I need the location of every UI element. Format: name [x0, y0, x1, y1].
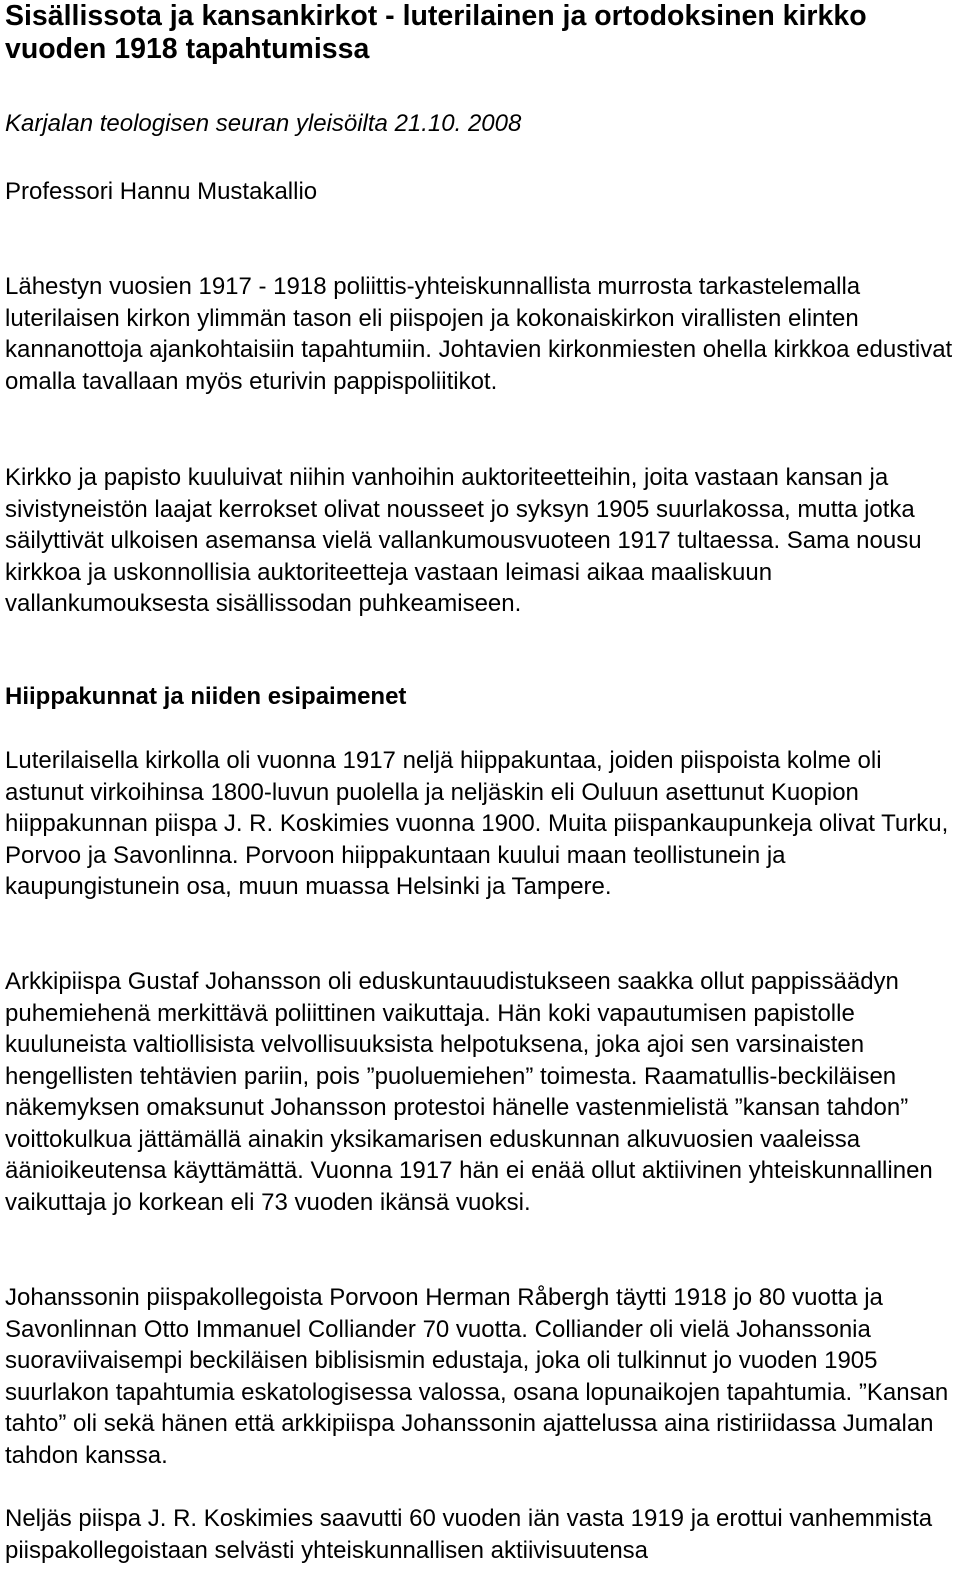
document-title: Sisällissota ja kansankirkot - luterilainen ja ortodoksinen kirkko vuoden 1918 tapahtumissa [5, 0, 867, 65]
document-subtitle: Karjalan teologisen seuran yleisöilta 21.10. 2008 [5, 110, 522, 137]
section-heading: Hiippakunnat ja niiden esipaimenet [5, 683, 407, 710]
paragraph-section-3: Johanssonin piispakollegoista Porvoon Herman Råbergh täytti 1918 jo 80 vuotta ja Savonlinnan Otto Immanuel Colliander 70 vuotta. Colliander oli vielä Johanssonia suoraviivaisempi beckiläisen biblisismin edustaja, joka oli tulkinnut jo vuoden 1905 suurlakon tapahtumia eskatologisessa valossa, osana lopunaikojen tapahtumia. ”Kansan tahto” oli sekä hänen että arkkipiispa Johanssonin ajattelussa aina ristiriidassa Jumalan tahdon kanssa. [5, 1284, 949, 1469]
document-page [5, 0, 955, 1564]
paragraph-section-2: Arkkipiispa Gustaf Johansson oli eduskuntauudistukseen saakka ollut pappissäädyn puhemiehenä merkittävä poliittinen vaikuttaja. Hän koki vapautumisen papistolle kuuluneista valtiollisista velvollisuuksista helpotuksena, joka ajoi sen varsinaisten hengellisten tehtävien pariin, pois ”puoluemiehen” toimesta. Raamatullis-beckiläisen näkemyksen omaksunut Johansson protestoi hänelle vastenmielistä ”kansan tahdon” voittokulkua jättämällä ainakin yksikamarisen eduskunnan alkuvuosien vaaleissa äänioikeutensa käyttämättä. Vuonna 1917 hän ei enää ollut aktiivinen yhteiskunnallinen vaikuttaja jo korkean eli 73 vuoden ikänsä vuoksi. [5, 968, 933, 1216]
paragraph-section-4: Neljäs piispa J. R. Koskimies saavutti 60 vuoden iän vasta 1919 ja erottui vanhemmista piispakollegoistaan selvästi yhteiskunnallisen aktiivisuutensa [5, 1505, 933, 1564]
paragraph-section-1: Luterilaisella kirkolla oli vuonna 1917 neljä hiippakuntaa, joiden piispoista kolme oli astunut virkoihinsa 1800-luvun puolella ja neljäskin eli Ouluun asettunut Kuopion hiippakunnan piispa J. R. Koskimies vuonna 1900. Muita piispankaupunkeja olivat Turku, Porvoo ja Savonlinna. Porvoon hiippakuntaan kuului maan teollistunein ja kaupungistunein osa, muun muassa Helsinki ja Tampere. [5, 747, 949, 900]
paragraph-intro-2: Kirkko ja papisto kuuluivat niihin vanhoihin auktoriteetteihin, joita vastaan kansan ja sivistyneistön laajat kerrokset olivat nousseet jo syksyn 1905 suurlakossa, mutta jotka säilyttivät ulkoisen asemansa vielä vallankumousvuoteen 1917 tultaessa. Sama nousu kirkkoa ja uskonnollisia auktoriteetteja vastaan leimasi aikaa maaliskuun vallankumouksesta sisällissodan puhkeamiseen. [5, 464, 922, 617]
document-author: Professori Hannu Mustakallio [5, 178, 318, 205]
paragraph-intro-1: Lähestyn vuosien 1917 - 1918 poliittis-yhteiskunnallista murrosta tarkastelemalla luterilaisen kirkon ylimmän tason eli piispojen ja kokonaiskirkon virallisten elinten kannanottoja ajankohtaisiin tapahtumiin. Johtavien kirkonmiesten ohella kirkkoa edustivat omalla tavallaan myös eturivin pappispoliitikot. [5, 273, 953, 395]
